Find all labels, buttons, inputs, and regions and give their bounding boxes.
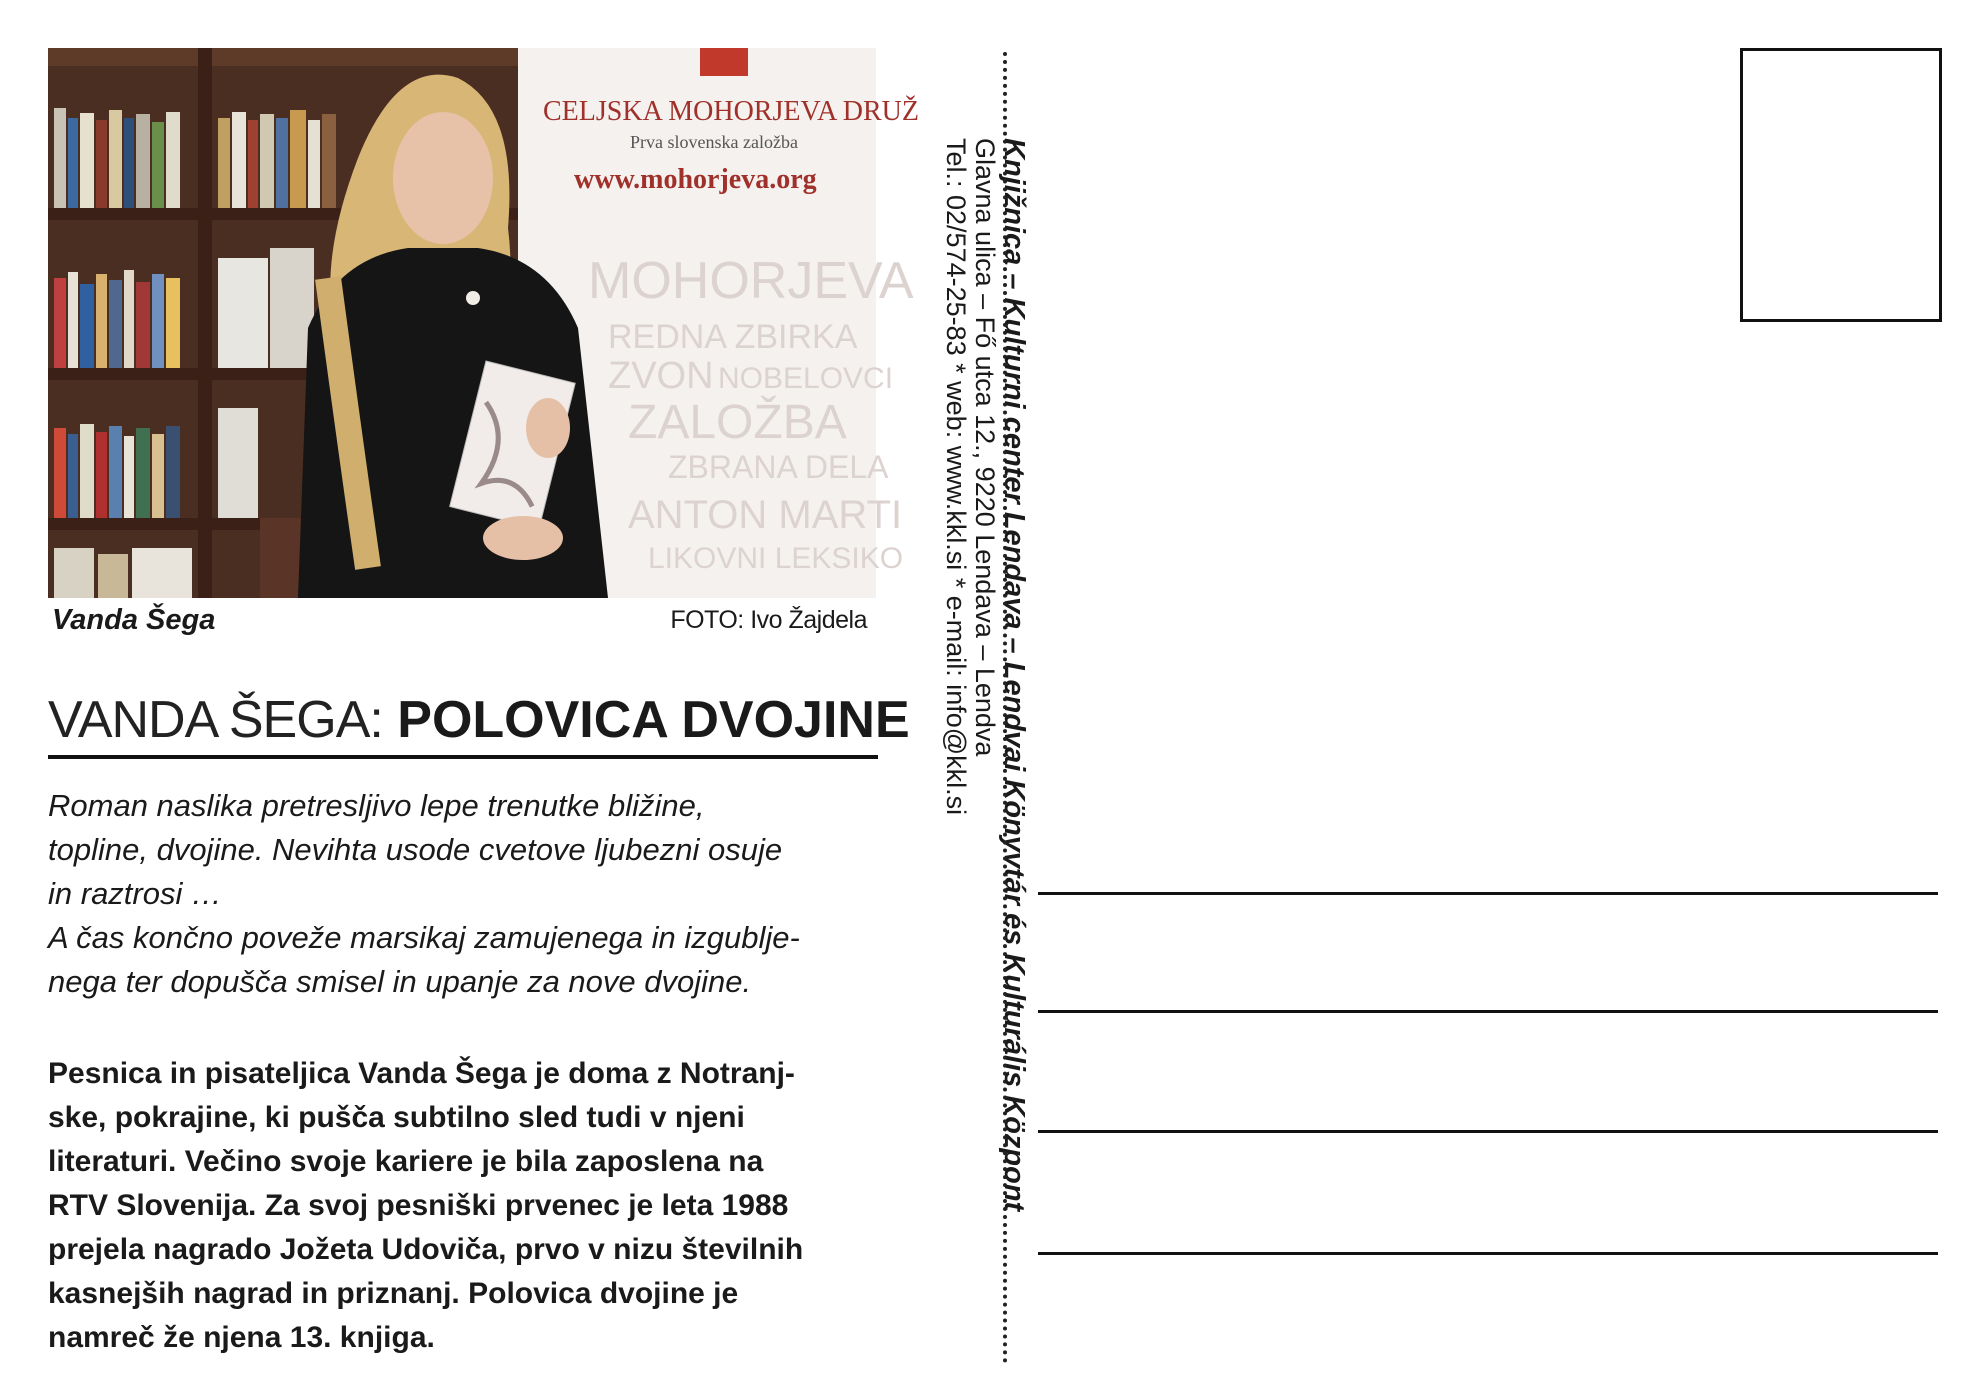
banner-word: ZVON: [608, 355, 714, 397]
photo-credit: FOTO: Ivo Žajdela: [670, 606, 867, 634]
bio-line: kasnejših nagrad in priznanj. Polovica dvojine je: [48, 1277, 739, 1310]
address-line: [1038, 1252, 1938, 1255]
title-book: POLOVICA DVOJINE: [397, 691, 910, 749]
synopsis-line: A čas končno poveže marsikaj zamujenega in izgublje-: [48, 920, 800, 955]
photo-caption-name: Vanda Šega: [52, 604, 216, 636]
banner-word: MOHORJEVA: [588, 252, 914, 310]
address-line: [1038, 892, 1938, 895]
banner-subtitle: Prva slovenska založba: [630, 132, 798, 152]
synopsis-line: in raztrosi …: [48, 876, 222, 911]
synopsis-line: nega ter dopušča smisel in upanje za nove dvojine.: [48, 964, 752, 999]
banner-word: LIKOVNI LEKSIKO: [648, 542, 904, 575]
bio-line: prejela nagrado Jožeta Udoviča, prvo v nizu številnih: [48, 1233, 804, 1266]
title-author: VANDA ŠEGA:: [48, 691, 383, 749]
banner-word: NOBELOVCI: [718, 362, 894, 395]
sender-address: [908, 138, 1028, 1238]
banner-word: ZBRANA DELA: [668, 449, 889, 485]
banner-word: ANTON MARTI: [628, 493, 903, 537]
synopsis-paragraph: [48, 784, 888, 1004]
bio-line: namreč že njena 13. knjiga.: [48, 1321, 435, 1354]
banner-word: ZALOŽBA: [628, 396, 847, 449]
banner-word: REDNA ZBIRKA: [608, 318, 858, 356]
address-line: [1038, 1010, 1938, 1013]
banner-title: CELJSKA MOHORJEVA DRUŽ: [543, 96, 919, 127]
stamp-box: [1740, 48, 1942, 322]
sender-contact: Tel.: 02/574-25-83 * web: www.kkl.si * e-mail: info@kkl.si: [941, 138, 971, 816]
synopsis-line: topline, dvojine. Nevihta usode cvetove ljubezni osuje: [48, 832, 783, 867]
bio-line: literaturi. Večino svoje kariere je bila zaposlena na: [48, 1145, 764, 1178]
synopsis-line: Roman naslika pretresljivo lepe trenutke bližine,: [48, 788, 705, 823]
author-bio: [48, 1052, 888, 1360]
sender-name: Knjižnica – Kulturni center Lendava – Lendvai Könyvtár és Kulturális Központ: [998, 138, 1030, 1212]
sender-street: Glavna ulica – Fő utca 12., 9220 Lendava – Lendva: [970, 138, 1000, 757]
page-title: [48, 690, 910, 750]
bio-line: Pesnica in pisateljica Vanda Šega je doma z Notranj-: [48, 1057, 795, 1090]
bio-line: RTV Slovenija. Za svoj pesniški prvenec je leta 1988: [48, 1189, 789, 1222]
banner-url: www.mohorjeva.org: [574, 164, 817, 195]
address-line: [1038, 1130, 1938, 1133]
title-underline: [48, 755, 878, 759]
dotted-divider: [1003, 52, 1007, 1364]
bio-line: ske, pokrajine, ki pušča subtilno sled tudi v njeni: [48, 1101, 745, 1134]
author-photo: [48, 48, 919, 598]
